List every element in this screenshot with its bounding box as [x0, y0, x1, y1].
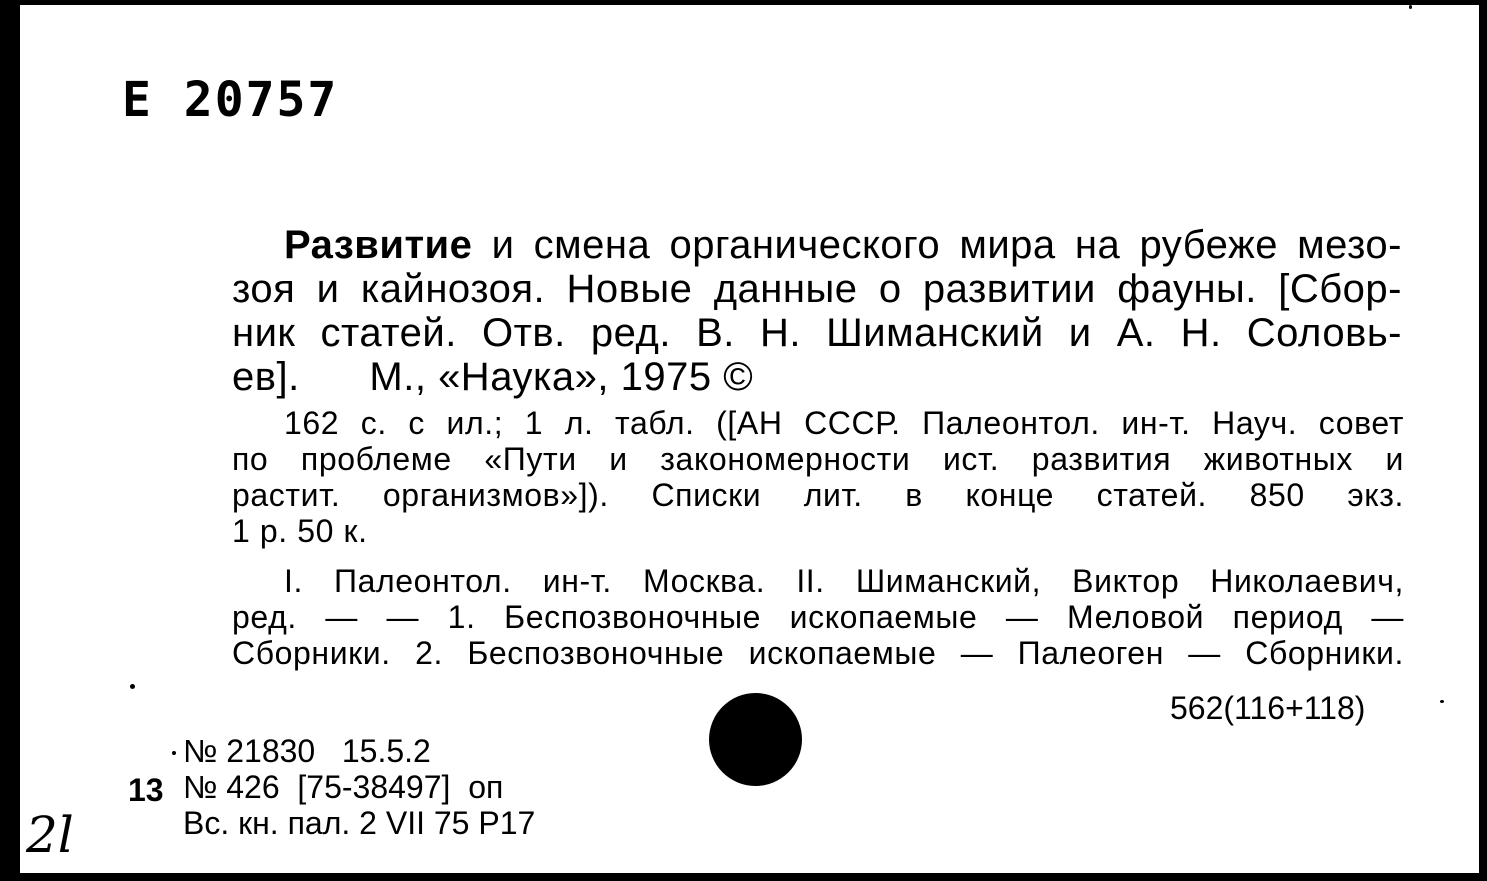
subject-line-3: Сборники. 2. Беспозвоночные ископаемые — Палеоген — Сборники. — [232, 635, 1404, 671]
subject-block — [232, 563, 1404, 671]
imprint-line-2: по проблеме «Пути и закономерности ист. развития животных и — [232, 441, 1404, 477]
ink-speck — [1409, 5, 1412, 9]
ink-speck — [130, 684, 135, 689]
registration-line-2: № 426 [75-38497] оп — [183, 769, 504, 805]
ink-speck — [1440, 700, 1444, 703]
title-line-3: ник статей. Отв. ред. В. Н. Шиманский и А. Н. Соловь- — [232, 311, 1402, 355]
registration-line-1: № 21830 15.5.2 — [183, 733, 431, 769]
imprint-block — [232, 405, 1404, 549]
handwritten-mark: 2l — [26, 806, 74, 864]
imprint-line-1 — [232, 405, 1404, 441]
card-border-left — [0, 0, 20, 881]
subject-line-1-text: I. Палеонтол. ин-т. Москва. II. Шиманский, Виктор Николаевич, — [284, 563, 1404, 599]
punch-hole — [709, 693, 802, 786]
classification-index: 562(116+118) — [1170, 690, 1366, 726]
registration-prefix: 13 — [128, 772, 164, 808]
registration-line-3: Вс. кн. пал. 2 VII 75 Р17 — [183, 805, 536, 841]
imprint-line-1-text: 162 с. с ил.; 1 л. табл. ([АН СССР. Палеонтол. ин-т. Науч. совет — [284, 405, 1404, 441]
card-border-bottom — [0, 873, 1487, 881]
imprint-line-3: растит. организмов»]). Списки лит. в конце статей. 850 экз. — [232, 477, 1404, 513]
card-border-top — [0, 0, 1487, 5]
ink-speck — [172, 751, 176, 755]
call-number: Е 20757 — [122, 72, 339, 128]
imprint-line-4: 1 р. 50 к. — [232, 513, 368, 549]
subject-line-2: ред. — — 1. Беспозвоночные ископаемые — Меловой период — — [232, 599, 1404, 635]
title-lead-word: Развитие — [284, 223, 473, 267]
title-block — [232, 223, 1402, 399]
title-line-4: ев]. М., «Наука», 1975 © — [232, 355, 754, 399]
title-line-1-rest: и смена органического мира на рубеже мезо- — [472, 223, 1402, 267]
card-border-right — [1479, 0, 1487, 881]
registration-block — [183, 733, 535, 841]
subject-line-1 — [232, 563, 1404, 599]
title-line-2: зоя и кайнозоя. Новые данные о развитии фауны. [Сбор- — [232, 267, 1402, 311]
title-line-1 — [232, 223, 1402, 267]
